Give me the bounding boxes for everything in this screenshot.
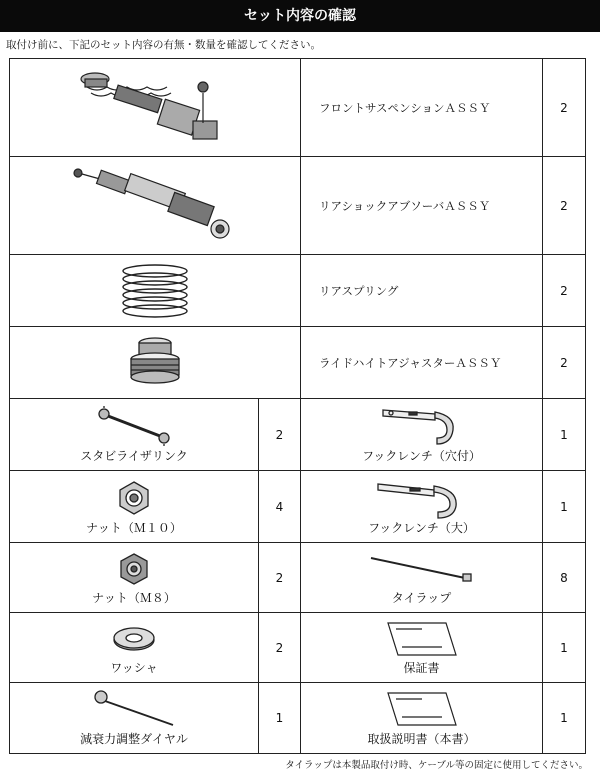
row-damping-dial (10, 683, 585, 753)
footnote: タイラップは本製品取付け時、ケーブル等の固定に使用してください。 (285, 760, 588, 771)
qty-cell (543, 613, 585, 682)
item-name: ワッシャ (110, 661, 158, 675)
qty-cell (259, 683, 301, 753)
image-cell (10, 683, 259, 753)
hook-wrench-with-hole-illustration (377, 404, 467, 448)
item-name: 減衰力調整ダイヤル (80, 732, 188, 746)
image-cell (10, 59, 301, 156)
cable-tie-illustration (367, 554, 477, 584)
qty-cell (259, 471, 301, 542)
hook-wrench-large-illustration (372, 476, 472, 520)
item-qty: 2 (560, 198, 568, 213)
item-qty: 1 (275, 711, 284, 725)
damping-dial-illustration (89, 689, 179, 729)
qty-cell (543, 255, 585, 326)
qty-cell (259, 613, 301, 682)
row-rear-spring (10, 255, 585, 327)
item-name: 保証書 (403, 661, 440, 675)
image-cell (301, 613, 543, 682)
nut-m10-illustration (114, 478, 154, 518)
item-qty: 2 (275, 570, 284, 585)
warranty-card-illustration (382, 617, 462, 661)
qty-cell (543, 399, 585, 470)
rear-shock-illustration (70, 161, 240, 251)
row-washer (10, 613, 585, 683)
image-cell (10, 613, 259, 682)
item-name: ナット（Ｍ１０） (86, 521, 182, 535)
image-cell (301, 471, 543, 542)
intro-text: 取付け前に、下記のセット内容の有無・数量を確認してください。 (6, 39, 321, 51)
item-name: 取扱説明書（本書） (367, 732, 476, 746)
qty-cell (259, 543, 301, 612)
item-qty: 4 (275, 499, 284, 514)
item-qty: 8 (560, 570, 568, 585)
image-cell (10, 543, 259, 612)
item-name: ナット（Ｍ８） (92, 591, 176, 605)
row-nut-m10 (10, 471, 585, 543)
image-cell (10, 157, 301, 254)
item-qty: 1 (560, 640, 568, 655)
qty-cell (543, 543, 585, 612)
item-qty: 1 (560, 711, 568, 725)
item-qty: 2 (560, 283, 568, 298)
image-cell (10, 255, 301, 326)
image-cell (10, 327, 301, 398)
item-qty: 1 (560, 499, 568, 514)
item-name: スタビライザリンク (80, 449, 188, 463)
parts-table (9, 58, 586, 754)
washer-illustration (109, 624, 159, 654)
item-name: フックレンチ（大） (368, 521, 475, 535)
item-name-cell (301, 255, 543, 326)
qty-cell (543, 327, 585, 398)
row-front-suspension (10, 59, 585, 157)
item-name: フロントサスペンションＡＳＳＹ (319, 100, 491, 115)
image-cell (10, 471, 259, 542)
image-cell (301, 399, 543, 470)
item-qty: 2 (560, 100, 568, 115)
image-cell (301, 543, 543, 612)
image-cell (10, 399, 259, 470)
rear-spring-illustration (115, 261, 195, 321)
item-name: タイラップ (391, 591, 452, 605)
item-name: フックレンチ（穴付） (362, 449, 481, 463)
item-name-cell (301, 59, 543, 156)
qty-cell (543, 683, 585, 753)
qty-cell (543, 59, 585, 156)
item-name: ライドハイトアジャスターＡＳＳＹ (319, 355, 502, 370)
page-title: セット内容の確認 (244, 8, 356, 24)
row-ride-height-adjuster (10, 327, 585, 399)
image-cell (301, 683, 543, 753)
item-qty: 2 (275, 427, 284, 442)
item-qty: 2 (275, 640, 284, 655)
instruction-manual-illustration (382, 687, 462, 731)
qty-cell (543, 157, 585, 254)
item-qty: 2 (560, 355, 568, 370)
row-nut-m8 (10, 543, 585, 613)
row-rear-shock (10, 157, 585, 255)
qty-cell (543, 471, 585, 542)
stabilizer-link-illustration (94, 406, 174, 446)
nut-m8-illustration (116, 551, 152, 587)
ride-height-adjuster-illustration (125, 333, 185, 393)
item-name-cell (301, 157, 543, 254)
page-header (0, 0, 600, 32)
item-name: リアスプリング (319, 283, 399, 298)
front-suspension-illustration (75, 63, 235, 153)
item-qty: 1 (560, 427, 568, 442)
qty-cell (259, 399, 301, 470)
item-name-cell (301, 327, 543, 398)
row-stabilizer-link (10, 399, 585, 471)
item-name: リアショックアブソーバＡＳＳＹ (319, 198, 491, 213)
